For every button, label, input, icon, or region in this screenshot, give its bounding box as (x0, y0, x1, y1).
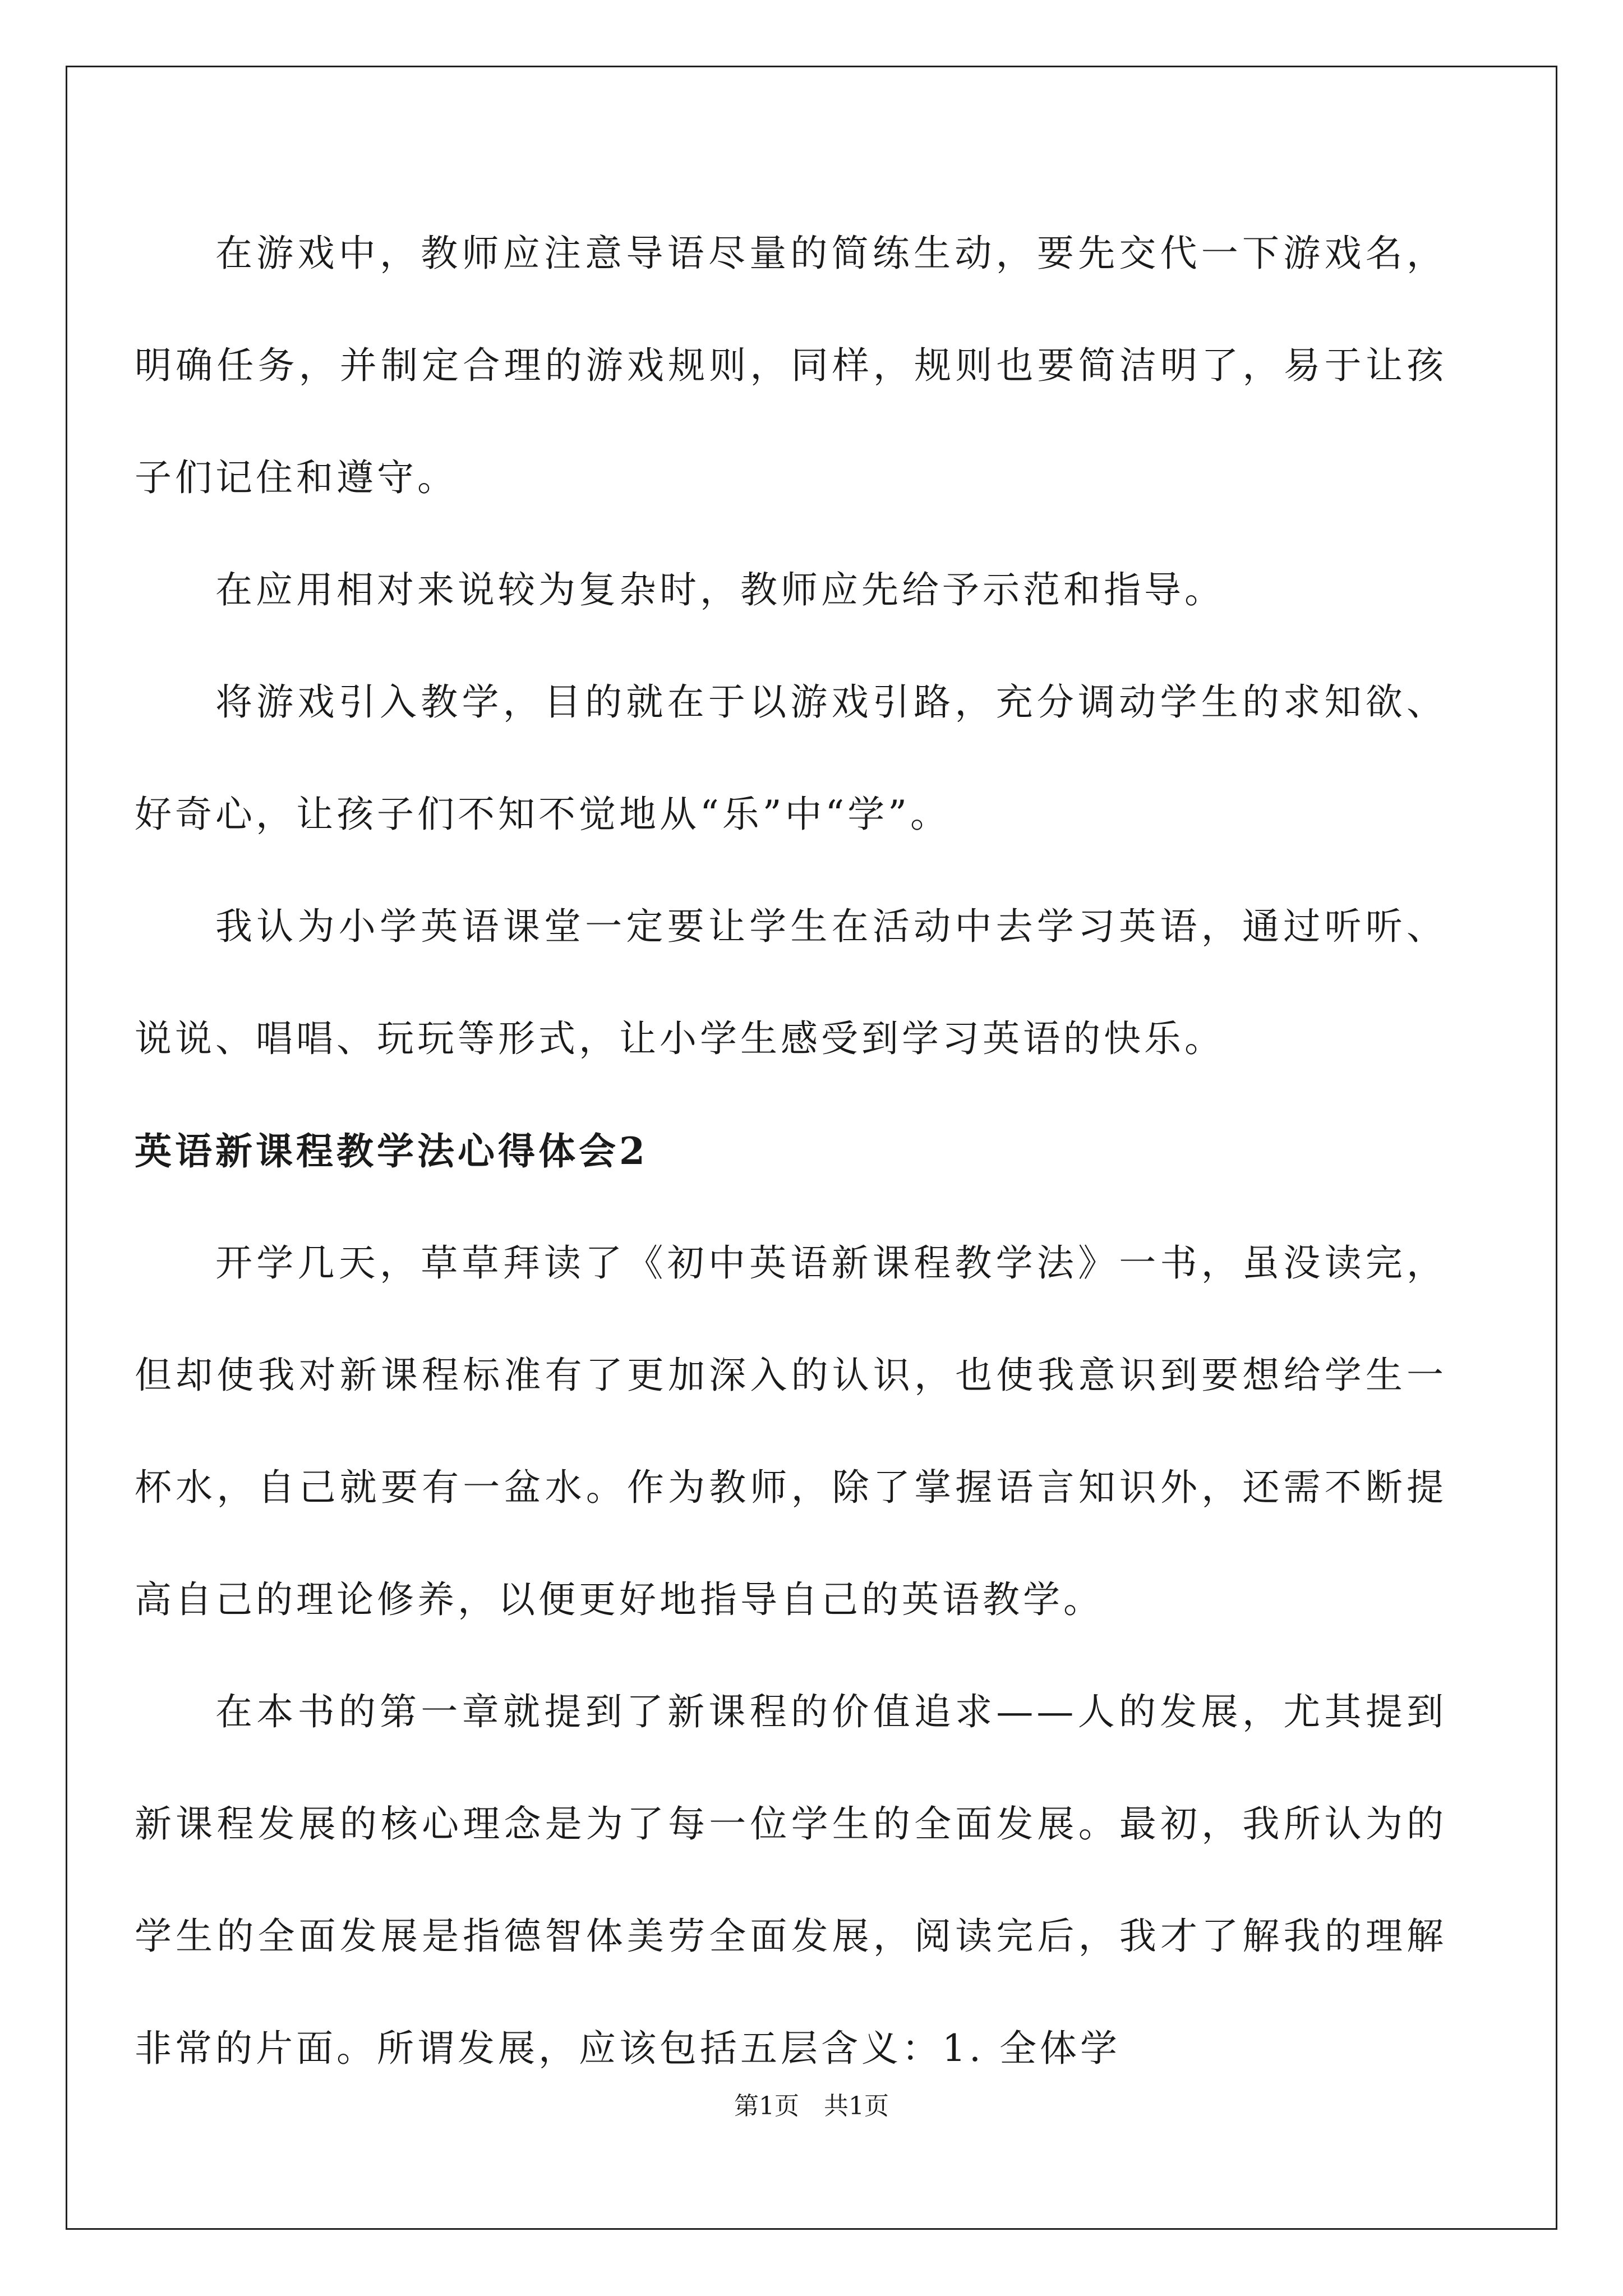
paragraph-game-in-teaching: 将游戏引入教学，目的就在于以游戏引路，充分调动学生的求知欲、好奇心，让孩子们不知不觉地从“乐”中“学”。 (135, 680, 1447, 836)
paragraph-first-chapter: 在本书的第一章就提到了新课程的价值追求——人的发展，尤其提到新课程发展的核心理念是为了每一位学生的全面发展。最初，我所认为的学生的全面发展是指德智体美劳全面发展，阅读完后，我才了解我的理解非常的片面。所谓发展，应该包括五层含义：1. 全体学 (135, 1690, 1447, 2070)
paragraph-book-reading: 开学几天，草草拜读了《初中英语新课程教学法》一书，虽没读完，但却使我对新课程标准有了更加深入的认识，也使我意识到要想给学生一杯水，自己就要有一盆水。作为教师，除了掌握语言知识外，还需不断提高自己的理论修养，以便更好地指导自己的英语教学。 (135, 1241, 1447, 1621)
page-footer: 第1页 共1页 (734, 2092, 889, 2120)
paragraph-demonstration: 在应用相对来说较为复杂时，教师应先给予示范和指导。 (215, 568, 1225, 611)
section-heading: 英语新课程教学法心得体会2 (135, 1129, 648, 1173)
paragraph-activity-learning: 我认为小学英语课堂一定要让学生在活动中去学习英语，通过听听、说说、唱唱、玩玩等形式，让小学生感受到学习英语的快乐。 (135, 905, 1447, 1060)
paragraph-game-guidance: 在游戏中，教师应注意导语尽量的简练生动，要先交代一下游戏名，明确任务，并制定合理的游戏规则，同样，规则也要简洁明了，易于让孩子们记住和遵守。 (135, 232, 1447, 499)
